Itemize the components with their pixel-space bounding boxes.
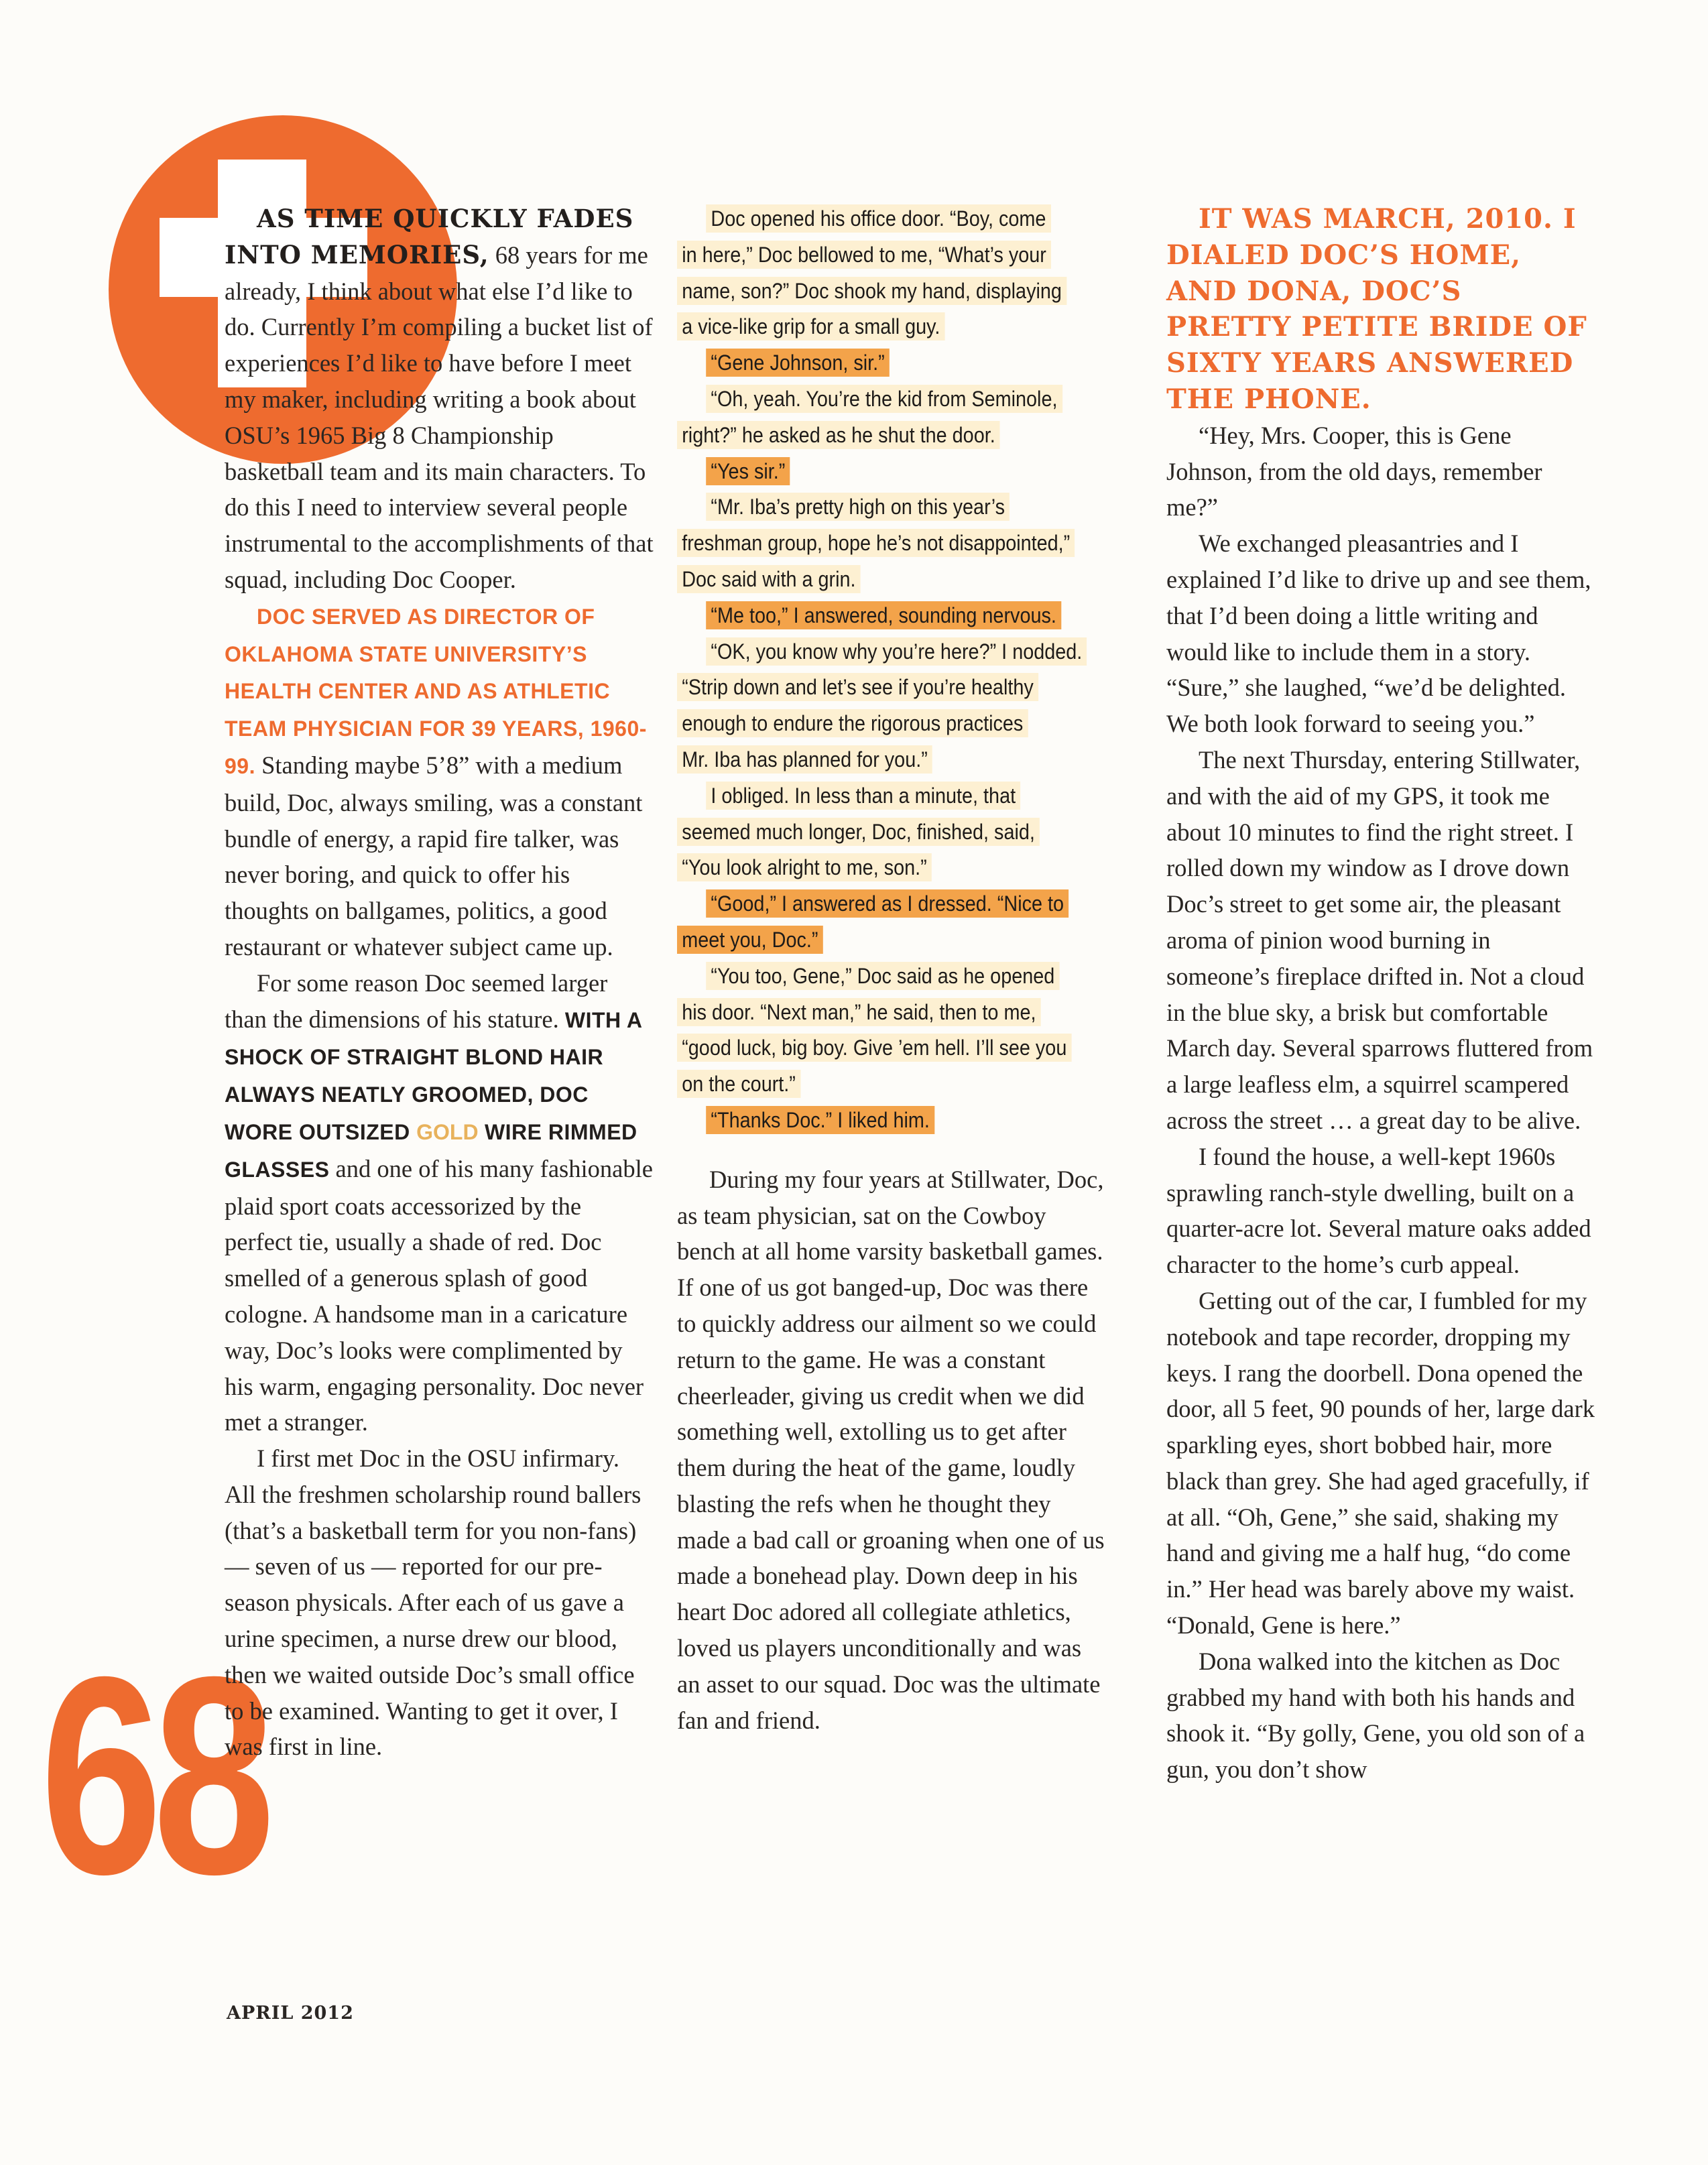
dialogue-line: “You look alright to me, son.” — [677, 853, 932, 881]
pull-quote-dark-b: WIRE RIMMED GLASSES — [225, 1119, 637, 1182]
dialogue-line: name, son?” Doc shook my hand, displaying — [677, 277, 1066, 305]
issue-date-footer: APRIL 2012 — [227, 2003, 354, 2024]
paragraph-3-start: For some reason Doc seemed larger than the dimensions of his stature. — [225, 969, 608, 1033]
dialogue-paragraph — [677, 958, 1130, 1103]
column-3-paragraph-3: The next Thursday, entering Stillwater, and with the aid of my GPS, it took me about 10 minutes to find the right street. I rolled down my window as I drove down Doc’s street to get some air, the pleasant aroma of pinion wood burning in someone’s fireplace drifted in. Not a cloud in the blue sky, a brisk but comfortable March day. Several sparrows fluttered from a large leafless elm, a squirrel scampered across the street … a great day to be alive. — [1166, 745, 1593, 1134]
column-3 — [1166, 201, 1595, 1788]
dialogue-paragraph — [677, 381, 1130, 454]
pull-quote-gold: GOLD — [416, 1119, 479, 1144]
dialogue-line: on the court.” — [677, 1070, 800, 1098]
dialogue-line: enough to endure the rigorous practices — [677, 709, 1028, 737]
dialogue-paragraph — [677, 886, 1130, 958]
dialogue-line: Doc said with a grin. — [677, 565, 861, 593]
pull-quote-orange: DOC SERVED AS DIRECTOR OF OKLAHOMA STATE UNIVERSITY’S HEALTH CENTER AND AS ATHLETIC TEAM PHYSICIAN FOR 39 YEARS, 1960-99. — [225, 604, 647, 778]
highlighted-dialogue-line: “Gene Johnson, sir.” — [706, 349, 890, 377]
dialogue-line: freshman group, hope he’s not disappointed,” — [677, 529, 1075, 557]
paragraph-4: I first met Doc in the OSU infirmary. All the freshmen scholarship round ballers (that’s a basketball term for you non-fans) — seven of us — reported for our pre-season physicals. After each of us gave a urine specimen, a nurse drew our blood, then we waited outside Doc’s small office to be examined. Wanting to get it over, I was first in line. — [225, 1444, 642, 1761]
column-3-paragraph-2: We exchanged pleasantries and I explained I’d like to drive up and see them, that I’d been doing a little writing and would like to include them in a story. “Sure,” she laughed, “we’d be delighted. We both look forward to seeing you.” — [1166, 530, 1591, 738]
dialogue-line: “You too, Gene,” Doc said as he opened — [706, 962, 1059, 990]
highlighted-dialogue-line: “Good,” I answered as I dressed. “Nice to — [706, 889, 1069, 918]
highlighted-dialogue-line: meet you, Doc.” — [677, 926, 823, 954]
dialogue-line: “Oh, yeah. You’re the kid from Seminole, — [706, 385, 1062, 413]
column-2 — [677, 201, 1130, 1738]
paragraph-3 — [225, 965, 654, 1440]
column-3-paragraph-5: Getting out of the car, I fumbled for my notebook and tape recorder, dropping my keys. I rang the doorbell. Dona opened the door, all 5 feet, 90 pounds of her, large dark sparkling eyes, short bobbed hair, more black than grey. She had aged gracefully, if at all. “Oh, Gene,” she said, shaking my hand and giving me a half hug, “do come in.” Her head was barely above my waist. “Donald, Gene is here.” — [1166, 1286, 1595, 1640]
dialogue-paragraph — [677, 1103, 1130, 1139]
dialogue-paragraph — [677, 634, 1130, 778]
column-3-paragraph-6: Dona walked into the kitchen as Doc grabbed my hand with both his hands and shook it. “By golly, Gene, you old son of a gun, you don’t show — [1166, 1647, 1585, 1784]
dialogue-line: his door. “Next man,” he said, then to me, — [677, 998, 1041, 1026]
dialogue-line: seemed much longer, Doc, finished, said, — [677, 818, 1040, 846]
dialogue-line: Mr. Iba has planned for you.” — [677, 745, 932, 774]
lead-paragraph — [225, 201, 654, 598]
paragraph-3-text: and one of his many fashionable plaid sport coats accessorized by the perfect tie, usually a shade of red. Doc smelled of a generous splash of good cologne. A handsome man in a caricature way, Doc’s looks were complimented by his warm, engaging personality. Doc never met a stranger. — [225, 1154, 653, 1436]
dialogue-line: “OK, you know why you’re here?” I nodded. — [706, 637, 1087, 666]
page-number: 68 — [40, 1619, 266, 1933]
dialogue-paragraph — [677, 454, 1130, 490]
dialogue-line: “Strip down and let’s see if you’re healthy — [677, 673, 1038, 701]
lead-text: 68 years for me already, I think about what else I’d like to do. Currently I’m compiling a bucket list of experiences I’d like to have before I meet my maker, including writing a book about OSU’s 1965 Big 8 Championship basketball team and its main characters. To do this I need to interview several people instrumental to the accomplishments of that squad, including Doc Cooper. — [225, 241, 654, 593]
highlighted-dialogue-line: “Yes sir.” — [706, 457, 790, 485]
dialogue-line: “Mr. Iba’s pretty high on this year’s — [706, 493, 1010, 521]
dialogue-block — [677, 201, 1130, 1139]
pull-quote-dark-a: WITH A SHOCK OF STRAIGHT BLOND HAIR ALWAYS NEATLY GROOMED, DOC WORE OUTSIZED — [225, 1007, 642, 1144]
dialogue-paragraph — [677, 345, 1130, 381]
dialogue-paragraph — [677, 778, 1130, 886]
section-heading: IT WAS MARCH, 2010. I DIALED DOC’S HOME, AND DONA, DOC’S PRETTY PETITE BRIDE OF SIXTY YEARS ANSWERED THE PHONE. — [1166, 203, 1587, 415]
lead-heading: AS TIME QUICKLY FADES INTO MEMORIES, — [225, 204, 634, 269]
dialogue-paragraph — [677, 201, 1130, 345]
highlighted-dialogue-line: “Me too,” I answered, sounding nervous. — [706, 601, 1061, 629]
dialogue-line: right?” he asked as he shut the door. — [677, 421, 1000, 449]
highlighted-dialogue-line: “Thanks Doc.” I liked him. — [706, 1106, 934, 1134]
dialogue-line: Doc opened his office door. “Boy, come — [706, 204, 1050, 233]
column-3-paragraph-4: I found the house, a well-kept 1960s sprawling ranch-style dwelling, built on a quarter-acre lot. Several mature oaks added character to the home’s curb appeal. — [1166, 1142, 1591, 1279]
paragraph-2 — [225, 598, 654, 965]
column-2-paragraph: During my four years at Stillwater, Doc, as team physician, sat on the Cowboy bench at all home varsity basketball games. If one of us got banged-up, Doc was there to quickly address our ailment so we could return to the game. He was a constant cheerleader, giving us credit when we did something well, extolling us to get after them during the heat of the game, loudly blasting the refs when he thought they made a bad call or groaning when one of us made a bonehead play. Down deep in his heart Doc adored all collegiate athletics, loved us players unconditionally and was an asset to our squad. Doc was the ultimate fan and friend. — [677, 1165, 1105, 1734]
dialogue-paragraph — [677, 598, 1130, 634]
column-3-paragraph-1: “Hey, Mrs. Cooper, this is Gene Johnson, from the old days, remember me?” — [1166, 421, 1542, 521]
paragraph-2-text: Standing maybe 5’8” with a medium build, Doc, always smiling, was a constant bundle of energy, a rapid fire talker, was never boring, and quick to offer his thoughts on ballgames, politics, a good restaurant or whatever subject came up. — [225, 751, 643, 961]
dialogue-line: I obliged. In less than a minute, that — [706, 782, 1020, 810]
dialogue-paragraph — [677, 489, 1130, 597]
dialogue-line: a vice-like grip for a small guy. — [677, 312, 945, 341]
dialogue-line: in here,” Doc bellowed to me, “What’s your — [677, 241, 1051, 269]
column-2-body — [677, 1162, 1106, 1739]
dialogue-line: “good luck, big boy. Give ’em hell. I’ll see you — [677, 1034, 1072, 1062]
column-1 — [225, 201, 654, 1765]
